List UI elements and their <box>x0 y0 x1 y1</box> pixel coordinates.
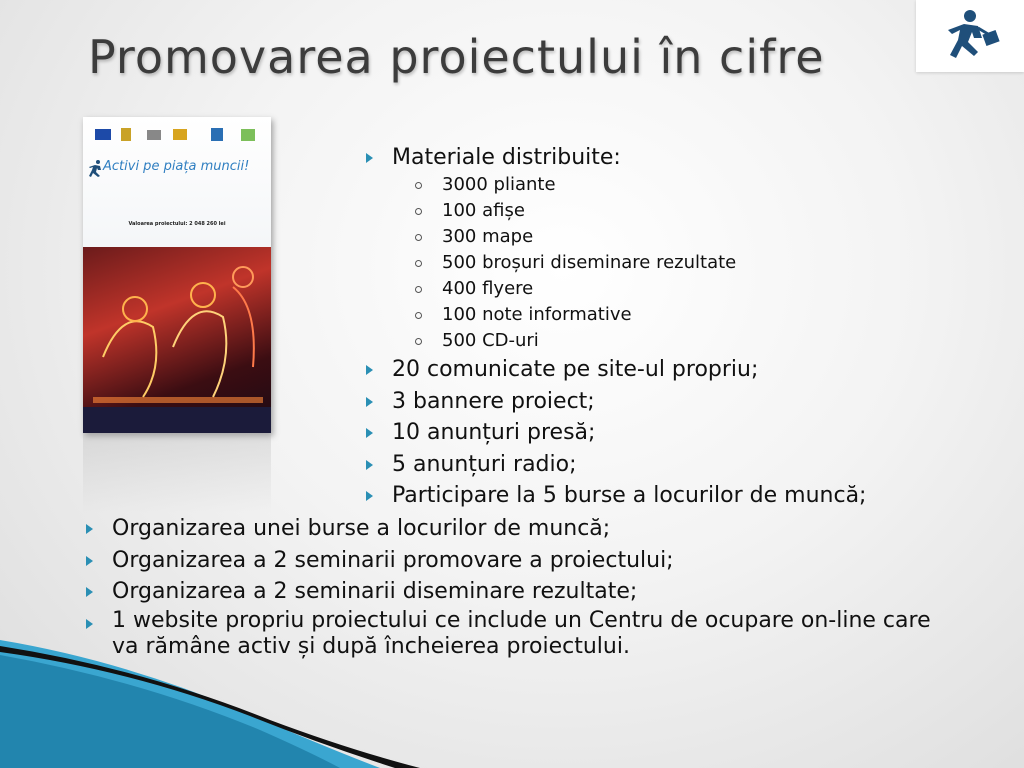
list-item: 10 anunțuri presă; <box>362 417 866 449</box>
brochure-cover-image <box>83 117 271 433</box>
list-item: Participare la 5 burse a locurilor de muncă; <box>362 480 866 512</box>
logo <box>916 0 1024 72</box>
right-bullets-list <box>362 354 866 512</box>
list-item: 20 comunicate pe site-ul propriu; <box>362 354 866 386</box>
list-item: 400 flyere <box>412 276 736 302</box>
brochure-value: Valoarea proiectului: 2 048 260 lei <box>128 221 226 227</box>
decorative-swoosh <box>0 640 420 768</box>
materials-sublist <box>412 172 736 354</box>
brochure-title: Activi pe piața muncii! <box>103 159 250 174</box>
slide-title: Promovarea proiectului în cifre <box>88 30 825 84</box>
list-item: 500 broșuri diseminare rezultate <box>412 250 736 276</box>
list-item: Materiale distribuite: <box>362 142 621 174</box>
running-man-with-briefcase-icon <box>934 8 1006 64</box>
list-item: 500 CD-uri <box>412 328 736 354</box>
materials-list <box>362 142 621 174</box>
list-item: 300 mape <box>412 224 736 250</box>
bottom-bullets-list <box>82 513 962 660</box>
brochure-header <box>83 117 271 247</box>
list-item: Organizarea unei burse a locurilor de muncă; <box>82 513 962 545</box>
list-item: 3000 pliante <box>412 172 736 198</box>
brochure-reflection <box>83 433 271 513</box>
list-item: 3 bannere proiect; <box>362 386 866 418</box>
list-item: Organizarea a 2 seminarii diseminare rezultate; <box>82 576 962 608</box>
list-item: 100 note informative <box>412 302 736 328</box>
people-illustration <box>83 247 271 433</box>
list-item: 100 afișe <box>412 198 736 224</box>
list-item: 1 website propriu proiectului ce include un Centru de ocupare on-line care va rămâne activ și după încheierea proiectului. <box>82 608 942 660</box>
brochure-illustration <box>83 247 271 433</box>
list-item: Organizarea a 2 seminarii promovare a proiectului; <box>82 545 962 577</box>
list-item: 5 anunțuri radio; <box>362 449 866 481</box>
sponsor-logos <box>93 127 263 145</box>
